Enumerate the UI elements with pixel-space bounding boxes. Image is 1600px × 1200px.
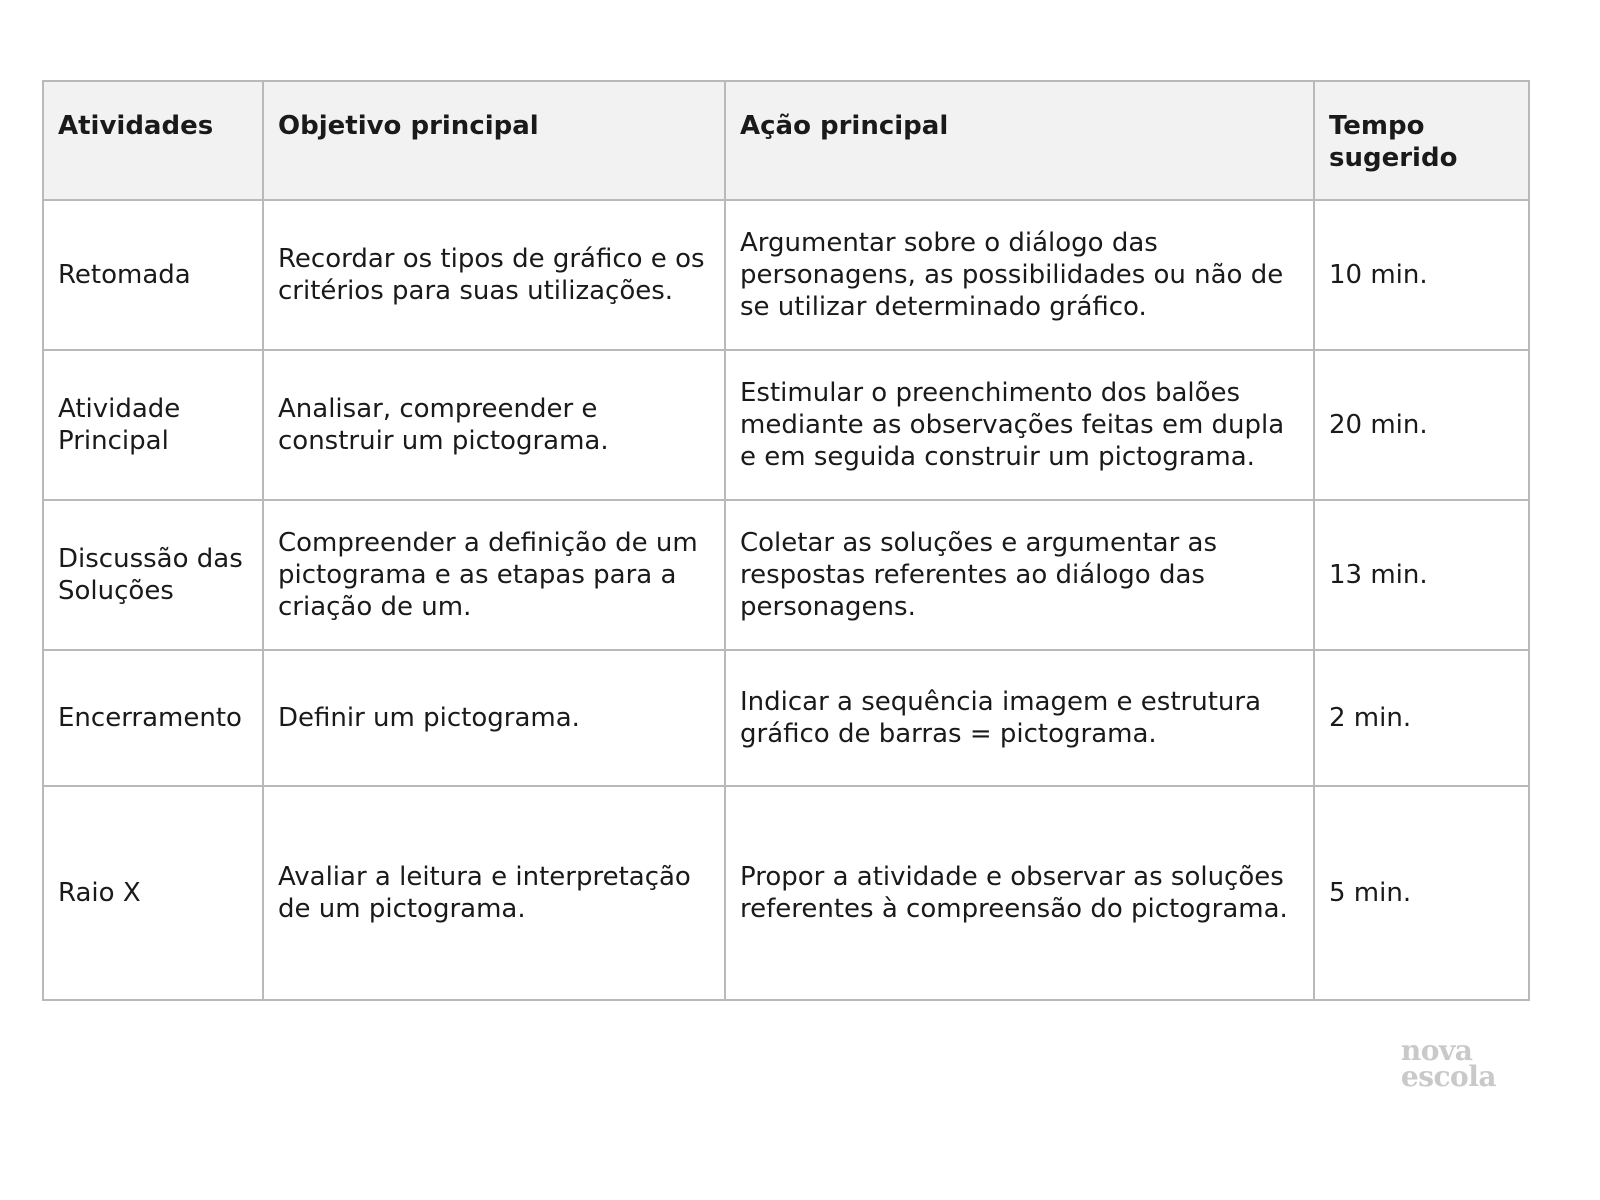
cell-objetivo: Compreender a definição de um pictograma e as etapas para a criação de um. [263,500,725,650]
nova-escola-logo [1400,1034,1496,1093]
table-row [43,786,1529,1000]
cell-tempo: 10 min. [1314,200,1529,350]
cell-objetivo: Avaliar a leitura e interpretação de um pictograma. [263,786,725,1000]
logo-line-nova: nova [1400,1034,1473,1067]
table-row [43,200,1529,350]
cell-atividade: Atividade Principal [43,350,263,500]
table-row [43,500,1529,650]
header-tempo: Tempo sugerido [1314,81,1529,200]
cell-tempo: 2 min. [1314,650,1529,786]
cell-tempo: 20 min. [1314,350,1529,500]
cell-acao: Coletar as soluções e argumentar as respostas referentes ao diálogo das personagens. [725,500,1314,650]
cell-objetivo: Recordar os tipos de gráfico e os critérios para suas utilizações. [263,200,725,350]
lesson-plan-table-container [42,80,1528,1001]
cell-atividade: Retomada [43,200,263,350]
cell-tempo: 13 min. [1314,500,1529,650]
cell-acao: Propor a atividade e observar as soluções referentes à compreensão do pictograma. [725,786,1314,1000]
header-atividades: Atividades [43,81,263,200]
cell-objetivo: Analisar, compreender e construir um pictograma. [263,350,725,500]
cell-acao: Indicar a sequência imagem e estrutura gráfico de barras = pictograma. [725,650,1314,786]
cell-acao: Estimular o preenchimento dos balões mediante as observações feitas em dupla e em seguida construir um pictograma. [725,350,1314,500]
header-objetivo: Objetivo principal [263,81,725,200]
logo-line-escola: escola [1400,1060,1496,1093]
table-header-row [43,81,1529,200]
cell-acao: Argumentar sobre o diálogo das personagens, as possibilidades ou não de se utilizar determinado gráfico. [725,200,1314,350]
lesson-plan-table [42,80,1530,1001]
header-acao: Ação principal [725,81,1314,200]
cell-atividade: Discussão das Soluções [43,500,263,650]
cell-tempo: 5 min. [1314,786,1529,1000]
cell-atividade: Raio X [43,786,263,1000]
table-row [43,650,1529,786]
table-row [43,350,1529,500]
cell-atividade: Encerramento [43,650,263,786]
cell-objetivo: Definir um pictograma. [263,650,725,786]
